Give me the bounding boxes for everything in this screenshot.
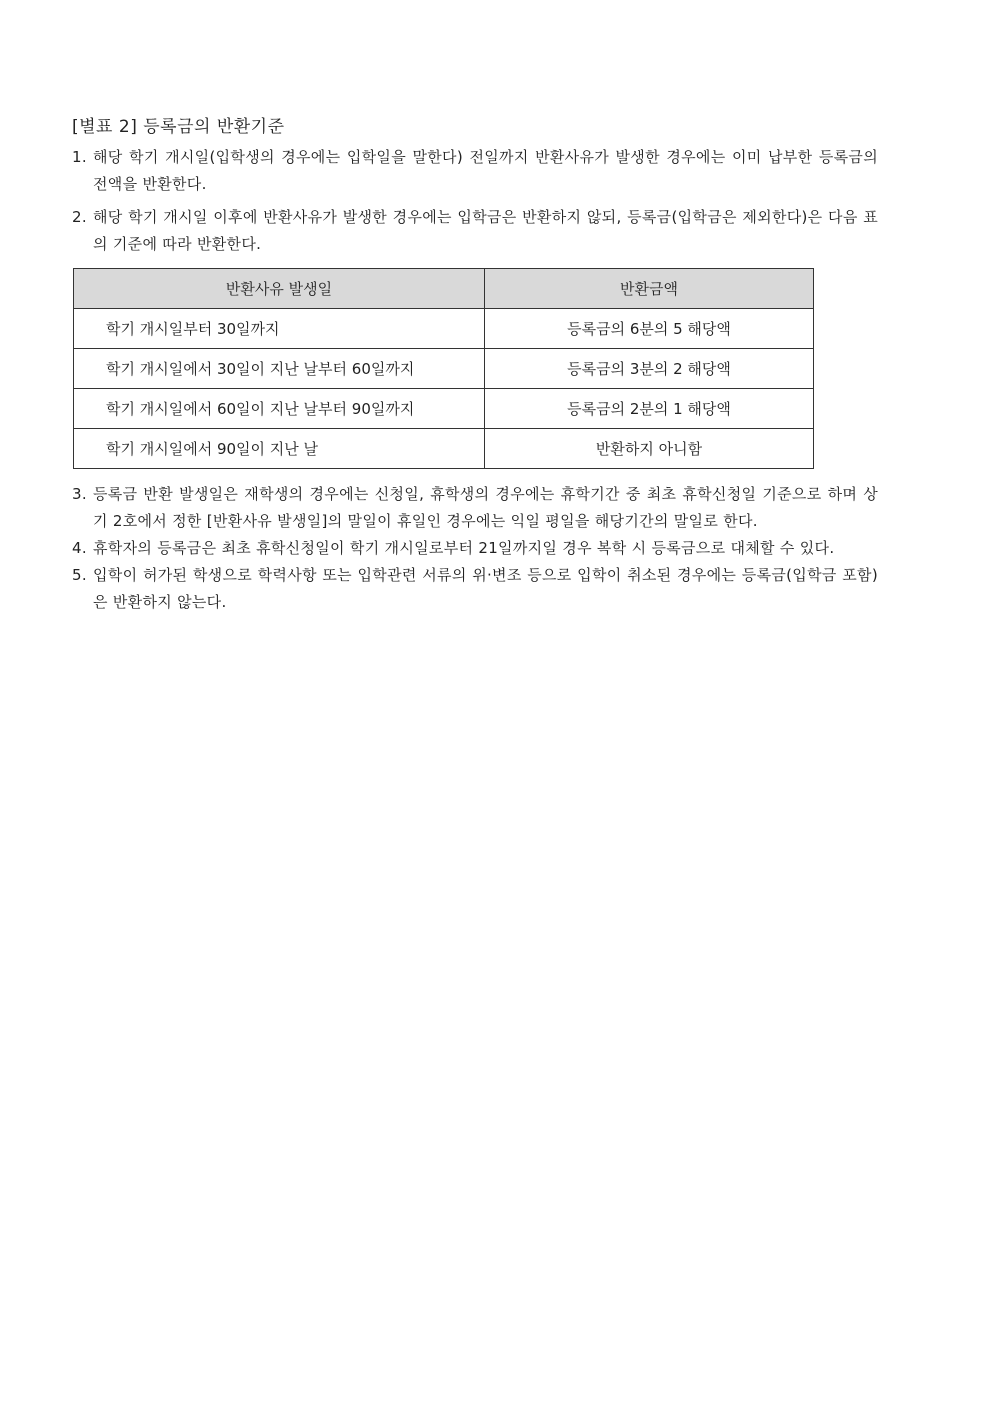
clause-number: 5. [72, 566, 87, 584]
document-title: [별표 2] 등록금의 반환기준 [72, 117, 285, 137]
clause-number: 3. [72, 485, 87, 503]
clause-number: 1. [72, 148, 87, 166]
clause-text: 휴학자의 등록금은 최초 휴학신청일이 학기 개시일로부터 21일까지일 경우 복학 시 등록금으로 대체할 수 있다. [93, 539, 835, 557]
clause-5 [72, 562, 878, 616]
table-cell-period: 학기 개시일에서 90일이 지난 날 [74, 429, 485, 469]
clause-3 [72, 481, 878, 535]
table-cell-period: 학기 개시일에서 30일이 지난 날부터 60일까지 [74, 349, 485, 389]
table-row [74, 309, 814, 349]
header-refund-amount: 반환금액 [485, 269, 814, 309]
table-cell-period: 학기 개시일에서 60일이 지난 날부터 90일까지 [74, 389, 485, 429]
clause-number: 4. [72, 539, 87, 557]
table-cell-amount: 등록금의 6분의 5 해당액 [485, 309, 814, 349]
table-cell-amount: 반환하지 아니함 [485, 429, 814, 469]
table-row [74, 349, 814, 389]
table-row [74, 429, 814, 469]
clause-text: 입학이 허가된 학생으로 학력사항 또는 입학관련 서류의 위·변조 등으로 입학이 취소된 경우에는 등록금(입학금 포함)은 반환하지 않는다. [93, 566, 878, 611]
table-cell-period: 학기 개시일부터 30일까지 [74, 309, 485, 349]
clause-4 [72, 535, 878, 562]
clause-1 [72, 144, 878, 198]
clause-2 [72, 204, 878, 258]
clause-text: 해당 학기 개시일 이후에 반환사유가 발생한 경우에는 입학금은 반환하지 않되, 등록금(입학금은 제외한다)은 다음 표의 기준에 따라 반환한다. [93, 208, 878, 253]
clause-number: 2. [72, 208, 87, 226]
refund-table [73, 268, 814, 469]
table-row [74, 389, 814, 429]
document [72, 114, 878, 622]
table-cell-amount: 등록금의 2분의 1 해당액 [485, 389, 814, 429]
clause-text: 해당 학기 개시일(입학생의 경우에는 입학일을 말한다) 전일까지 반환사유가 발생한 경우에는 이미 납부한 등록금의 전액을 반환한다. [93, 148, 878, 193]
header-refund-event-date: 반환사유 발생일 [74, 269, 485, 309]
clause-text: 등록금 반환 발생일은 재학생의 경우에는 신청일, 휴학생의 경우에는 휴학기간 중 최초 휴학신청일 기준으로 하며 상기 2호에서 정한 [반환사유 발생일]의 말일이 휴일인 경우에는 익일 평일을 해당기간의 말일로 한다. [93, 485, 878, 530]
table-cell-amount: 등록금의 3분의 2 해당액 [485, 349, 814, 389]
table-header-row [74, 269, 814, 309]
